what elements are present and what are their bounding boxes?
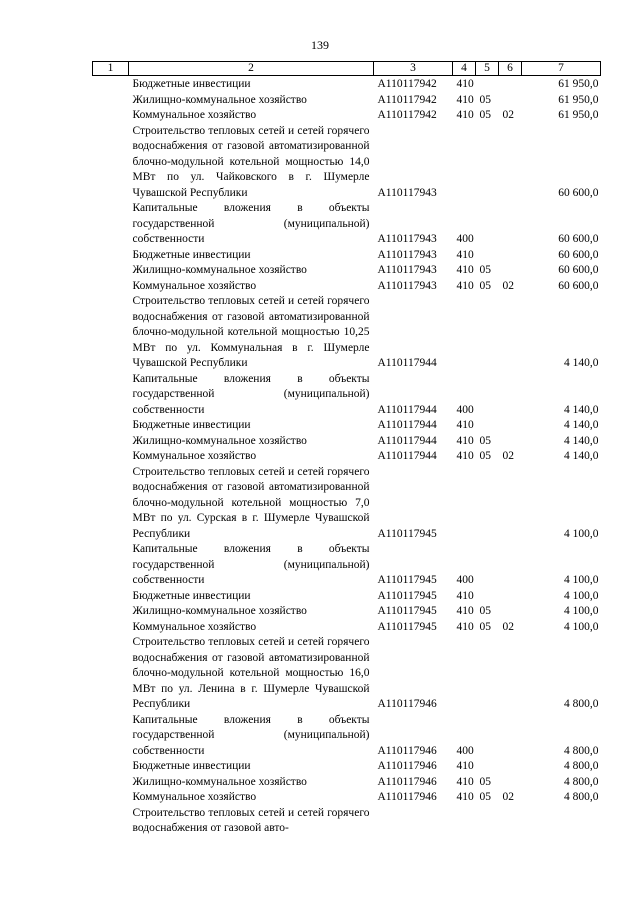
- row-c6-cell: [499, 465, 522, 543]
- row-name-cell: Жилищно-коммунальное хозяйство: [132, 605, 307, 617]
- row-c6-cell: 02: [502, 109, 514, 121]
- row-c6-cell: [499, 76, 522, 93]
- row-name-cell: Бюджетные инвестиции: [132, 589, 251, 602]
- row-c6-cell: [499, 759, 522, 775]
- row-number-cell: [93, 806, 129, 837]
- row-number-cell: [93, 589, 129, 605]
- row-amount-cell: 60 600,0: [558, 233, 599, 245]
- row-amount-cell: 4 100,0: [564, 574, 599, 586]
- row-c5-cell: 05: [479, 791, 491, 803]
- table-row: [93, 604, 601, 620]
- column-header: 3: [374, 62, 453, 76]
- table-row: [93, 713, 601, 760]
- column-header: 5: [476, 62, 499, 76]
- row-number-cell: [93, 790, 129, 806]
- row-c4-cell: [453, 124, 476, 202]
- row-number-cell: [93, 620, 129, 636]
- row-code-cell: А110117943: [377, 248, 437, 261]
- row-amount-cell: 4 100,0: [564, 605, 599, 617]
- row-c4-cell: 410: [456, 93, 474, 106]
- row-c6-cell: [499, 542, 522, 589]
- row-name-cell: Бюджетные инвестиции: [132, 760, 251, 772]
- row-amount-cell: 61 950,0: [558, 93, 599, 106]
- row-code-cell: А110117944: [377, 403, 437, 416]
- row-c4-cell: [453, 806, 476, 837]
- row-c6-cell: [499, 589, 522, 605]
- budget-table: [92, 61, 601, 837]
- row-c4-cell: 410: [456, 264, 474, 276]
- table-row: [93, 434, 601, 450]
- row-c4-cell: 400: [456, 744, 474, 757]
- row-amount-cell: 4 140,0: [564, 434, 599, 447]
- row-c5-cell: [476, 124, 499, 202]
- row-code-cell: А110117943: [377, 186, 437, 199]
- row-code-cell: А110117946: [377, 775, 437, 788]
- table-row: [93, 124, 601, 202]
- row-c5-cell: [476, 248, 499, 264]
- row-number-cell: [93, 279, 129, 295]
- row-name-cell: Строительство тепловых сетей и сетей горячего водоснабжения от газовой автоматизированной блочно-модульной котельной мощностью 14,0 МВт по ул. Чайковского в г. Шумерле Чувашской Республики: [132, 124, 370, 199]
- table-row: [93, 108, 601, 124]
- row-amount-cell: 60 600,0: [558, 186, 599, 199]
- row-c6-cell: [499, 713, 522, 760]
- row-c4-cell: 410: [456, 450, 474, 462]
- row-name-cell: Строительство тепловых сетей и сетей горячего водоснабжения от газовой автоматизированной блочно-модульной котельной мощностью 10,25 МВт по ул. Коммунальная в г. Шумерле Чувашской Республики: [132, 295, 370, 369]
- row-number-cell: [93, 93, 129, 109]
- table-row: [93, 418, 601, 434]
- row-number-cell: [93, 124, 129, 202]
- row-c6-cell: [499, 124, 522, 202]
- row-c5-cell: 05: [479, 434, 491, 447]
- row-c4-cell: 410: [456, 419, 474, 431]
- row-name-cell: Капитальные вложения в объекты государственной (муниципальной) собственности: [132, 202, 370, 245]
- row-c5-cell: [476, 76, 499, 93]
- row-c5-cell: 05: [479, 620, 491, 633]
- table-body: [93, 76, 601, 837]
- row-c5-cell: [476, 806, 499, 837]
- row-c6-cell: [499, 263, 522, 279]
- row-c4-cell: [453, 635, 476, 713]
- row-name-cell: Коммунальное хозяйство: [132, 450, 257, 462]
- row-name-cell: Бюджетные инвестиции: [132, 419, 251, 431]
- row-c4-cell: 400: [456, 233, 474, 245]
- row-number-cell: [93, 759, 129, 775]
- row-amount-cell: 4 100,0: [564, 589, 599, 602]
- row-c4-cell: 400: [456, 574, 474, 586]
- row-name-cell: Коммунальное хозяйство: [132, 279, 257, 292]
- table-row: [93, 542, 601, 589]
- row-amount-cell: 4 800,0: [564, 698, 599, 710]
- row-code-cell: А110117945: [377, 620, 437, 633]
- row-c5-cell: [476, 465, 499, 543]
- row-c6-cell: [499, 294, 522, 372]
- row-name-cell: Строительство тепловых сетей и сетей горячего водоснабжения от газовой авто-: [132, 806, 370, 834]
- row-c4-cell: 410: [456, 620, 474, 633]
- row-code-cell: А110117944: [377, 434, 437, 447]
- table-row: [93, 279, 601, 295]
- row-c6-cell: [499, 93, 522, 109]
- table-row: [93, 449, 601, 465]
- row-amount-cell: 4 800,0: [564, 791, 599, 803]
- row-code-cell: А110117942: [377, 78, 437, 90]
- row-c6-cell: [499, 806, 522, 837]
- row-c6-cell: [499, 604, 522, 620]
- row-c4-cell: 410: [456, 791, 474, 803]
- row-c4-cell: 410: [456, 109, 474, 121]
- row-amount-cell: [522, 806, 601, 837]
- row-c5-cell: [476, 542, 499, 589]
- row-name-cell: Строительство тепловых сетей и сетей горячего водоснабжения от газовой автоматизированной блочно-модульной котельной мощностью 7,0 МВт по ул. Сурская в г. Шумерле Чувашской Республики: [132, 465, 370, 540]
- row-c6-cell: 02: [502, 279, 514, 292]
- row-c5-cell: [476, 589, 499, 605]
- row-code-cell: А110117943: [377, 279, 437, 292]
- table-row: [93, 465, 601, 543]
- row-name-cell: Капитальные вложения в объекты государственной (муниципальной) собственности: [132, 543, 370, 586]
- row-code-cell: А110117945: [377, 527, 437, 540]
- row-number-cell: [93, 449, 129, 465]
- row-code-cell: А110117943: [377, 264, 437, 276]
- table-header-row: [93, 62, 601, 76]
- row-amount-cell: 4 140,0: [564, 403, 599, 416]
- row-number-cell: [93, 775, 129, 791]
- row-c5-cell: [476, 372, 499, 419]
- row-amount-cell: 4 100,0: [564, 620, 599, 633]
- column-header: 1: [93, 62, 129, 76]
- row-c6-cell: [499, 372, 522, 419]
- row-c4-cell: 410: [456, 589, 474, 602]
- row-c6-cell: 02: [502, 620, 514, 633]
- row-c6-cell: 02: [502, 791, 514, 803]
- row-c6-cell: [499, 434, 522, 450]
- row-code-cell: А110117945: [377, 574, 437, 586]
- row-number-cell: [93, 294, 129, 372]
- row-code-cell: [374, 806, 453, 837]
- row-name-cell: Бюджетные инвестиции: [132, 78, 251, 90]
- row-c5-cell: 05: [479, 775, 491, 788]
- table-row: [93, 93, 601, 109]
- row-c5-cell: [476, 294, 499, 372]
- row-amount-cell: 4 100,0: [564, 527, 599, 540]
- row-name-cell: Бюджетные инвестиции: [132, 248, 251, 261]
- row-number-cell: [93, 76, 129, 93]
- table-row: [93, 294, 601, 372]
- row-name-cell: Жилищно-коммунальное хозяйство: [132, 434, 307, 447]
- row-c5-cell: 05: [479, 93, 491, 106]
- row-number-cell: [93, 108, 129, 124]
- row-c6-cell: [499, 201, 522, 248]
- row-c6-cell: [499, 635, 522, 713]
- row-code-cell: А110117944: [377, 357, 437, 369]
- row-c5-cell: [476, 759, 499, 775]
- row-code-cell: А110117944: [377, 450, 437, 462]
- row-amount-cell: 4 800,0: [564, 744, 599, 757]
- row-amount-cell: 4 140,0: [564, 357, 599, 369]
- row-name-cell: Жилищно-коммунальное хозяйство: [132, 264, 307, 276]
- row-code-cell: А110117945: [377, 589, 437, 602]
- row-c5-cell: [476, 635, 499, 713]
- row-amount-cell: 60 600,0: [558, 279, 599, 292]
- row-code-cell: А110117942: [377, 109, 437, 121]
- table-row: [93, 201, 601, 248]
- row-number-cell: [93, 604, 129, 620]
- row-c5-cell: [476, 418, 499, 434]
- row-c6-cell: [499, 775, 522, 791]
- column-header: 4: [453, 62, 476, 76]
- row-code-cell: А110117946: [377, 744, 437, 757]
- column-header: 7: [522, 62, 601, 76]
- row-name-cell: Капитальные вложения в объекты государственной (муниципальной) собственности: [132, 372, 370, 416]
- row-number-cell: [93, 635, 129, 713]
- row-c4-cell: 410: [456, 605, 474, 617]
- page-number: 139: [311, 38, 329, 52]
- table-row: [93, 263, 601, 279]
- row-number-cell: [93, 542, 129, 589]
- row-code-cell: А110117944: [377, 419, 437, 431]
- row-name-cell: Коммунальное хозяйство: [132, 620, 257, 633]
- column-header: 2: [129, 62, 374, 76]
- row-number-cell: [93, 418, 129, 434]
- row-number-cell: [93, 263, 129, 279]
- row-c5-cell: [476, 713, 499, 760]
- table-row: [93, 806, 601, 837]
- row-c4-cell: 410: [456, 78, 474, 90]
- row-amount-cell: 4 800,0: [564, 775, 599, 788]
- table-row: [93, 372, 601, 419]
- table-row: [93, 589, 601, 605]
- row-c4-cell: [453, 465, 476, 543]
- row-name-cell: Строительство тепловых сетей и сетей горячего водоснабжения от газовой автоматизированной блочно-модульной котельной мощностью 16,0 МВт по ул. Ленина в г. Шумерле Чувашской Республики: [132, 636, 370, 710]
- row-code-cell: А110117946: [377, 698, 437, 710]
- table-row: [93, 759, 601, 775]
- row-amount-cell: 60 600,0: [558, 248, 599, 261]
- row-name-cell: Жилищно-коммунальное хозяйство: [132, 775, 307, 788]
- row-c5-cell: 05: [479, 279, 491, 292]
- row-number-cell: [93, 248, 129, 264]
- row-c4-cell: [453, 294, 476, 372]
- row-code-cell: А110117943: [377, 233, 437, 245]
- table-row: [93, 635, 601, 713]
- row-name-cell: Капитальные вложения в объекты государственной (муниципальной) собственности: [132, 713, 370, 757]
- row-amount-cell: 60 600,0: [558, 264, 599, 276]
- column-header: 6: [499, 62, 522, 76]
- row-c6-cell: 02: [502, 450, 514, 462]
- row-code-cell: А110117942: [377, 93, 437, 106]
- table-row: [93, 620, 601, 636]
- row-c5-cell: 05: [479, 264, 491, 276]
- row-code-cell: А110117946: [377, 791, 437, 803]
- row-code-cell: А110117946: [377, 760, 437, 772]
- row-c4-cell: 410: [456, 760, 474, 772]
- row-c5-cell: [476, 201, 499, 248]
- row-c5-cell: 05: [479, 605, 491, 617]
- row-amount-cell: 61 950,0: [558, 78, 599, 90]
- row-name-cell: Жилищно-коммунальное хозяйство: [132, 93, 307, 106]
- row-c6-cell: [499, 248, 522, 264]
- row-number-cell: [93, 434, 129, 450]
- row-amount-cell: 4 800,0: [564, 760, 599, 772]
- row-number-cell: [93, 713, 129, 760]
- row-code-cell: А110117945: [377, 605, 437, 617]
- table-row: [93, 775, 601, 791]
- row-amount-cell: 4 140,0: [564, 419, 599, 431]
- row-amount-cell: 61 950,0: [558, 109, 599, 121]
- row-name-cell: Коммунальное хозяйство: [132, 791, 257, 803]
- row-c4-cell: 410: [456, 775, 474, 788]
- table-row: [93, 248, 601, 264]
- row-c4-cell: 410: [456, 279, 474, 292]
- table-row: [93, 790, 601, 806]
- row-c5-cell: 05: [479, 109, 491, 121]
- row-number-cell: [93, 201, 129, 248]
- table-row: [93, 76, 601, 93]
- row-number-cell: [93, 372, 129, 419]
- row-amount-cell: 4 140,0: [564, 450, 599, 462]
- row-c5-cell: 05: [479, 450, 491, 462]
- row-c4-cell: 410: [456, 248, 474, 261]
- row-c4-cell: 400: [456, 403, 474, 416]
- row-c4-cell: 410: [456, 434, 474, 447]
- row-c6-cell: [499, 418, 522, 434]
- row-number-cell: [93, 465, 129, 543]
- row-name-cell: Коммунальное хозяйство: [132, 109, 257, 121]
